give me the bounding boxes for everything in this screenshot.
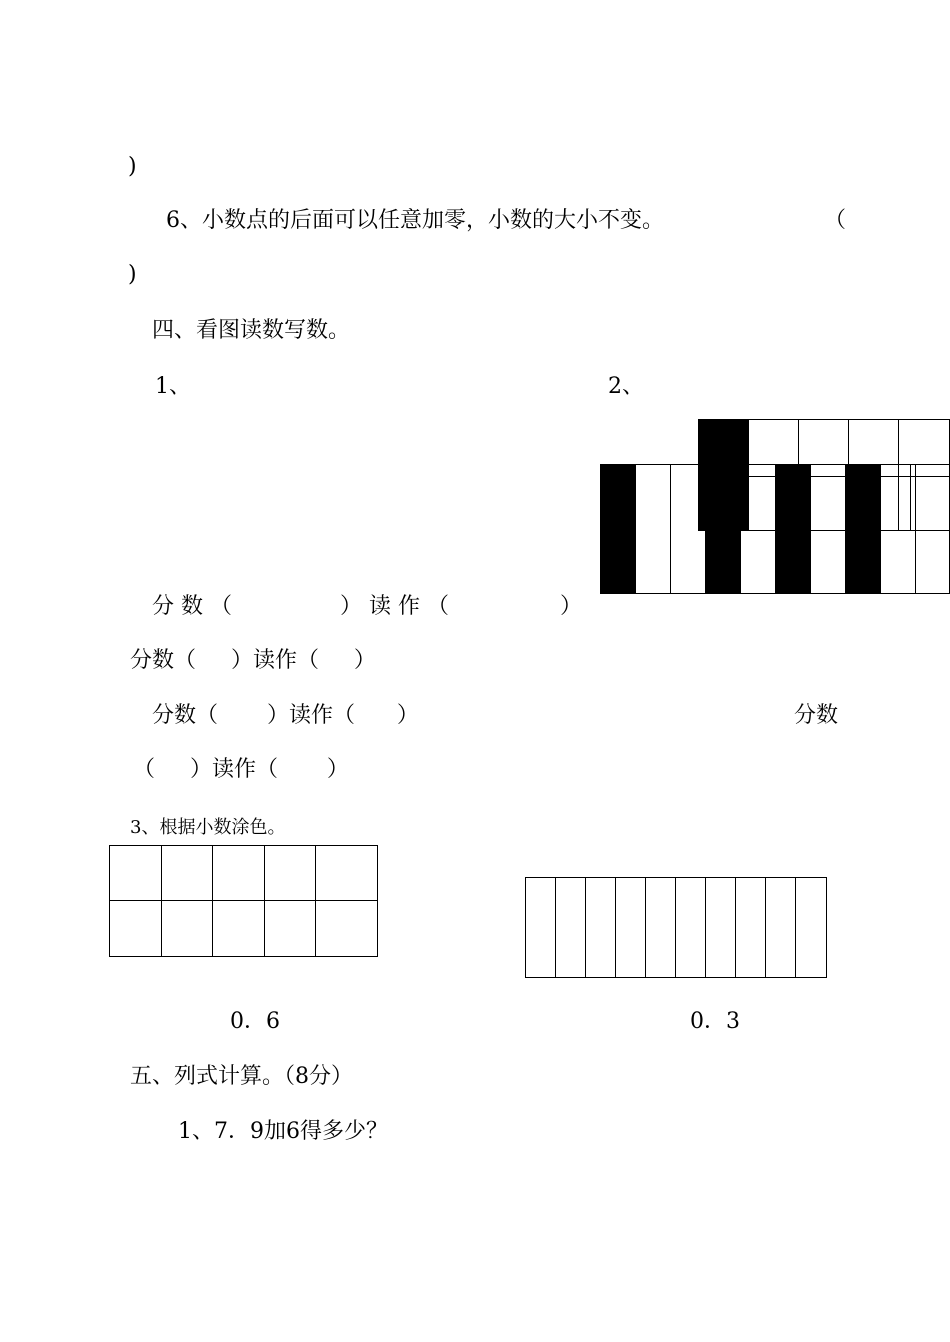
bottom-cell [740, 464, 776, 594]
overlap-line [898, 464, 899, 531]
bottom-shaded-cell [845, 464, 881, 594]
grid-line [555, 877, 556, 978]
fill-row-2: 分数（ ）读作（ ） [130, 648, 376, 673]
fill-row-4: （ ）读作（ ） [133, 757, 349, 782]
value-0-3: 0．3 [690, 1009, 740, 1034]
figure-2-label: 2、 [608, 374, 644, 399]
fill-row-1-c: ） [560, 594, 583, 619]
fill-row-1-b: ） 读 作 （ [340, 594, 449, 619]
grid-line [585, 877, 586, 978]
grid-line [264, 845, 265, 957]
fill-row-1-a: 分 数 （ [152, 594, 232, 619]
grid-line [675, 877, 676, 978]
question-3-title: 3、根据小数涂色。 [130, 817, 286, 838]
bottom-cell [915, 464, 950, 594]
grid-line [645, 877, 646, 978]
fill-row-3-right: 分数 [794, 703, 839, 728]
overlap-line [910, 464, 911, 531]
bottom-shaded-cell [775, 464, 811, 594]
question-6: 6、小数点的后面可以任意加零，小数的大小不变。 [166, 208, 664, 233]
grid-0-3 [525, 877, 827, 978]
bottom-cell [635, 464, 671, 594]
section-5-title: 五、列式计算。（8分） [130, 1064, 353, 1089]
grid-line [615, 877, 616, 978]
bottom-cell [810, 464, 846, 594]
grid-border [109, 845, 378, 957]
bottom-shaded-cell [705, 464, 741, 594]
question-5-1: 1、7．9加6得多少？ [178, 1119, 388, 1144]
paren-close-1: ) [128, 154, 137, 179]
paren-close-2: ) [128, 262, 137, 287]
grid-line [212, 845, 213, 957]
grid-border [525, 877, 827, 978]
grid-line [795, 877, 796, 978]
grid-line [705, 877, 706, 978]
grid-line [161, 845, 162, 957]
figure-1-label: 1、 [155, 374, 191, 399]
grid-line [315, 845, 316, 957]
grid-line [735, 877, 736, 978]
grid-0-6 [109, 845, 378, 957]
fill-row-3: 分数（ ）读作（ ） [152, 703, 419, 728]
value-0-6: 0．6 [230, 1009, 280, 1034]
question-6-paren-open: （ [824, 208, 847, 233]
grid-line [765, 877, 766, 978]
bottom-shaded-cell [600, 464, 636, 594]
grid-line [109, 900, 378, 901]
overlap-line [748, 476, 950, 477]
bottom-cell [670, 464, 706, 594]
section-4-title: 四、看图读数写数。 [152, 318, 351, 343]
